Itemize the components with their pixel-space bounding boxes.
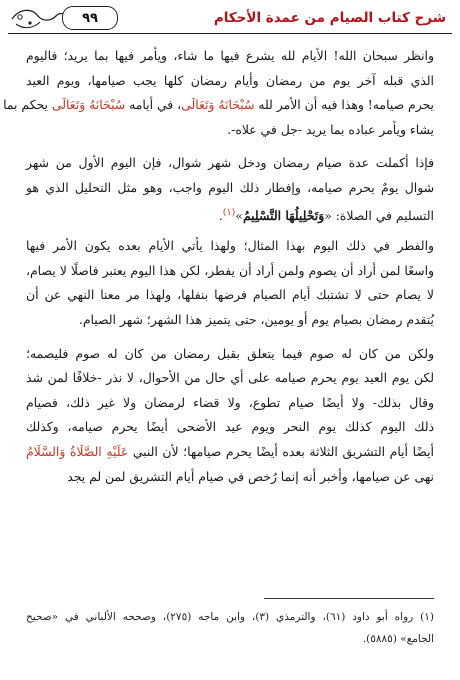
text-run: يحرم صيامه! وهذا فيه أن الأمر لله <box>254 97 434 113</box>
text-run: (١) رواه أبو داود (٦١)، والترمذي (٣)، وابن ماجه (٢٧٥)، وصححه الألباني في «صحيح <box>26 611 434 623</box>
text-line <box>26 259 434 284</box>
text-run: ، في أيامه <box>125 97 182 113</box>
footnotes <box>26 606 434 650</box>
text-line <box>26 308 434 333</box>
text-line <box>26 415 434 440</box>
text-run: يُتقدم رمضان بصيام يوم أو يومين، حتى يتميز هذا الشهر؛ شهر الصيام. <box>78 311 434 327</box>
paragraph <box>26 234 434 332</box>
text-run: والفطر في ذلك اليوم بهذا المثال؛ ولهذا يأتي الأيام بعده يكون الأمر فيها <box>26 238 434 254</box>
text-run: يحكم بما <box>3 97 52 113</box>
ornament-icon <box>10 4 70 34</box>
text-line <box>26 44 434 69</box>
header-divider <box>8 33 452 34</box>
page-number: ٩٩ <box>62 6 118 30</box>
text-run: فإذا أكملت عدة صيام رمضان ودخل شهر شوال، فإن اليوم الأول من شهر <box>26 155 434 171</box>
footnote-ref: (١) <box>222 206 236 218</box>
main-text <box>3 44 434 489</box>
text-run: الذي قبله آخر يوم من رمضان وأيام رمضان كلها يجب صيامها، ويوم العيد <box>26 72 434 88</box>
text-run: . <box>218 207 223 223</box>
text-run: وقال بذلك- ولا أيضًا صيام تطوع، ولا قضاء لرمضان ولا غير ذلك، فصيام <box>26 394 434 410</box>
text-line <box>26 440 434 465</box>
text-run: التسليم في الصلاة: « <box>324 207 434 223</box>
paragraph-gap <box>26 225 434 234</box>
footnote-line <box>26 628 434 650</box>
text-run: لكن يوم العيد يوم يحرم صيامه على أي حال من الأحوال، لا نذر -خلافًا لمن شذ <box>26 370 434 386</box>
text-run: ذلك اليوم كذلك يوم النحر ويوم عيد الأضحى أيضًا يحرم صيامه، وكذلك <box>26 419 434 435</box>
text-run: » <box>235 207 243 223</box>
paragraph-gap <box>26 142 434 151</box>
text-line <box>26 342 434 367</box>
text-run: سُبْحَانَهُ وَتَعَالَى <box>51 97 126 113</box>
text-run: ولكن من كان له صوم فيما يتعلق بقبل رمضان من كان له صوم فليصمه؛ <box>26 345 434 361</box>
text-line <box>26 151 434 176</box>
text-line <box>26 465 434 490</box>
text-line <box>26 391 434 416</box>
paragraph <box>3 44 434 142</box>
footnote-line <box>26 606 434 628</box>
text-line <box>26 283 434 308</box>
text-line <box>3 93 434 118</box>
text-run: نهى عن صيامها، وأخبر أنه إنما رُخص في صيام أيام التشريق لمن لم يجد <box>67 468 434 484</box>
text-run: سُبْحَانَهُ وَتَعَالَى <box>181 97 255 113</box>
text-line <box>26 69 434 94</box>
footnote-divider <box>264 598 434 599</box>
text-line <box>26 201 434 226</box>
text-line <box>26 176 434 201</box>
text-run: واسعًا لمن أراد أن يصوم ولمن أراد أن يفطر، لكن هذا اليوم يعتبر فاصلًا لا يصام، <box>26 262 434 278</box>
text-run: شوال يومٌ يحرم صيامه، وإفطار ذلك اليوم واجب، وهو مثل التحليل الذي هو <box>26 179 434 195</box>
text-run: أيضًا أيام التشريق الثلاثة بعده أيضًا يحرم صيامها؛ لأن النبي <box>128 443 434 459</box>
running-title: شرح كتاب الصيام من عمدة الأحكام <box>213 10 446 26</box>
text-run: يشاء ويأمر عباده بما يريد -جل في علاه-. <box>227 121 434 137</box>
page-header <box>8 4 452 34</box>
text-line <box>26 234 434 259</box>
text-line <box>26 366 434 391</box>
paragraph-gap <box>26 333 434 342</box>
text-run: لا يصام حتى لا تشتبك أيام الصيام فرضها بنفلها، ولهذا مر معنا النهي عن أن <box>26 287 434 303</box>
text-run: وانظر سبحان الله! الأيام لله يشرع فيها ما شاء، ويأمر فيها بما يريد؛ فاليوم <box>26 48 434 63</box>
text-run: الجامع» (٥٨٨٥). <box>362 633 434 645</box>
text-run: عَلَيْهِ الصَّلَاةُ وَالسَّلَامُ <box>26 443 129 459</box>
text-run: وَتَحْلِيلُهَا التَّسْلِيمُ <box>242 207 325 223</box>
paragraph <box>26 342 434 490</box>
paragraph <box>26 151 434 225</box>
text-line <box>26 118 434 143</box>
